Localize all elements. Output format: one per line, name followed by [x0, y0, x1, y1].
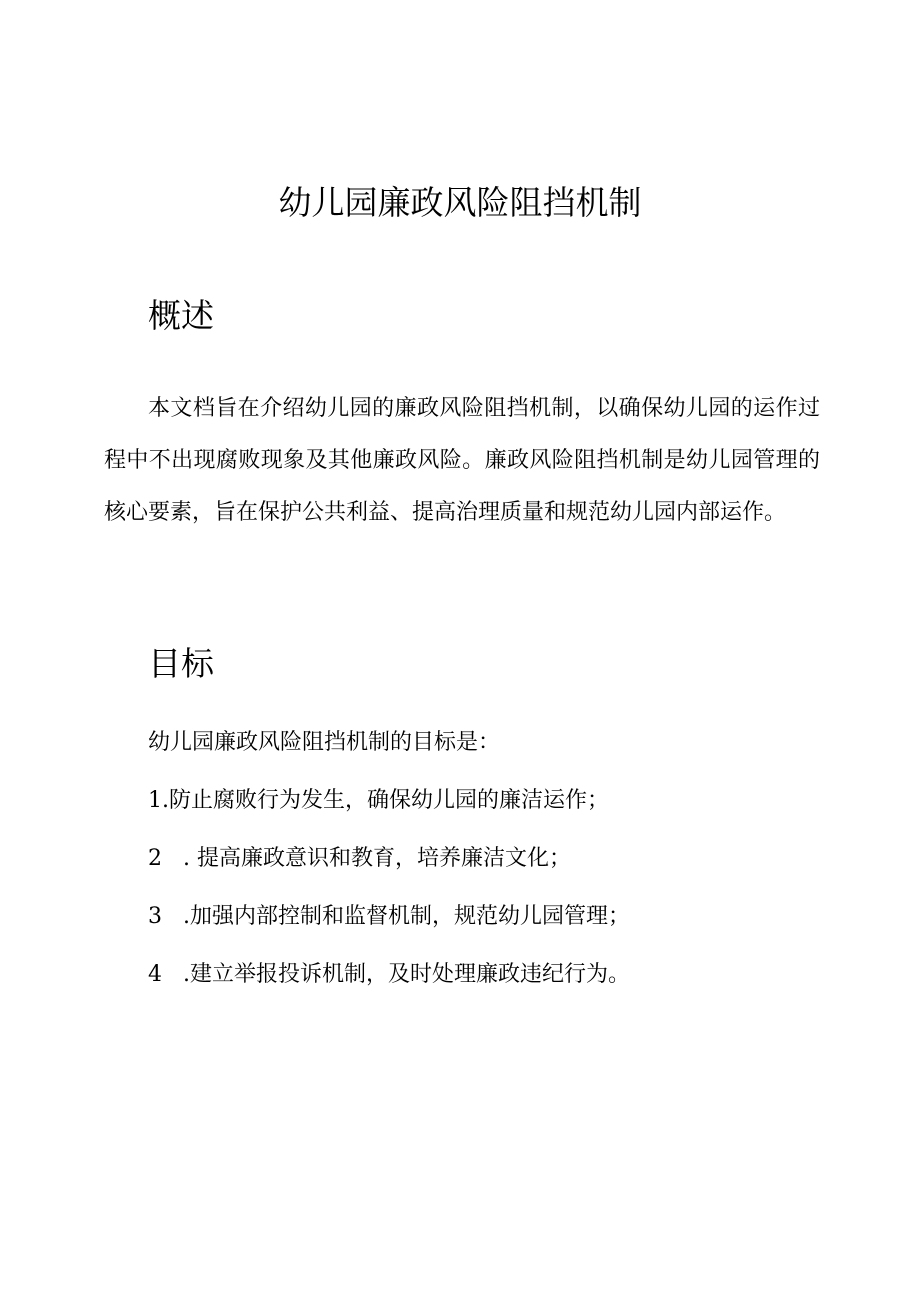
goal-text: . 提高廉政意识和教育，培养廉洁文化；: [176, 846, 571, 871]
goal-item-3: [148, 897, 630, 937]
overview-paragraph: 本文档旨在介绍幼儿园的廉政风险阻挡机制，以确保幼儿园的运作过程中不出现腐败现象及其他廉政风险。廉政风险阻挡机制是幼儿园管理的核心要素，旨在保护公共利益、提高治理质量和规范幼儿园内部运作。: [104, 396, 820, 525]
goal-item-2: [148, 839, 571, 879]
goal-item-1: [148, 781, 609, 821]
goal-text: .加强内部控制和监督机制，规范幼儿园管理；: [176, 904, 630, 929]
goals-heading: 目标: [148, 644, 214, 683]
goal-number: 3: [148, 904, 162, 929]
goal-text: 防止腐败行为发生，确保幼儿园的廉洁运作；: [169, 788, 610, 813]
goal-number: 1.: [148, 788, 169, 813]
document-title: 幼儿园廉政风险阻挡机制: [278, 183, 642, 222]
goal-number: 2: [148, 846, 162, 871]
goals-intro: 幼儿园廉政风险阻挡机制的目标是：: [148, 730, 501, 755]
goal-number: 4: [148, 962, 162, 987]
goal-item-4: [148, 955, 630, 995]
goal-text: .建立举报投诉机制，及时处理廉政违纪行为。: [176, 962, 630, 987]
overview-heading: 概述: [148, 296, 214, 335]
